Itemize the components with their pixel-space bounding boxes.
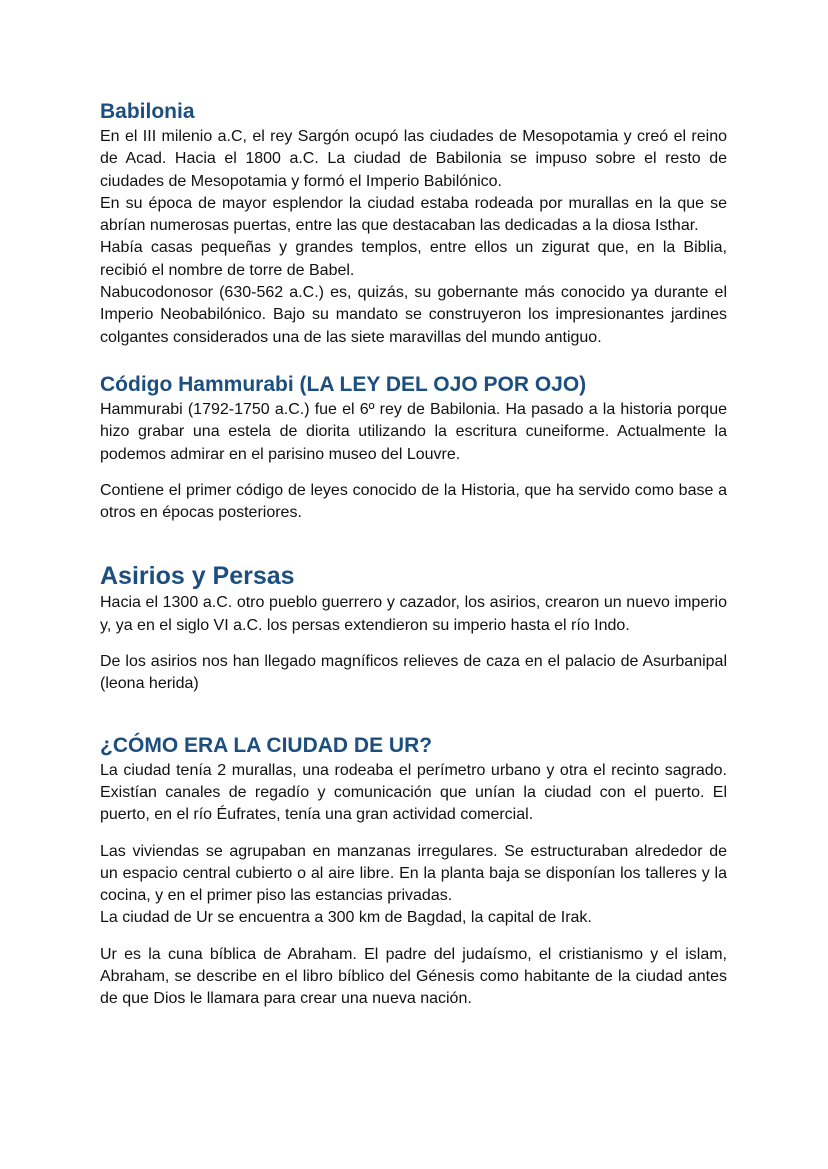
paragraph: En su época de mayor esplendor la ciudad estaba rodeada por murallas en la que se abrían numerosas puertas, entre las que destacaban las dedicadas a la diosa Isthar. <box>100 194 727 235</box>
section-heading-ur: ¿CÓMO ERA LA CIUDAD DE UR? <box>100 733 433 757</box>
spacer <box>100 827 727 841</box>
document-page <box>100 98 727 1011</box>
spacer <box>100 930 727 944</box>
section-heading-asirios: Asirios y Persas <box>100 562 295 591</box>
paragraph: La ciudad de Ur se encuentra a 300 km de Bagdad, la capital de Irak. <box>100 909 592 927</box>
spacer <box>100 466 727 480</box>
paragraph: La ciudad tenía 2 murallas, una rodeaba el perímetro urbano y otra el recinto sagrado. Existían canales de regadío y comunicación que unían la ciudad con el puerto. El puerto, en el río Éufrates, tenía una gran actividad comercial. <box>100 761 727 824</box>
paragraph: En el III milenio a.C, el rey Sargón ocupó las ciudades de Mesopotamia y creó el reino de Acad. Hacia el 1800 a.C. La ciudad de Babilonia se impuso sobre el resto de ciudades de Mesopotamia y formó el Imperio Babilónico. <box>100 128 727 190</box>
paragraph: Ur es la cuna bíblica de Abraham. El padre del judaísmo, el cristianismo y el islam, Abraham, se describe en el libro bíblico del Génesis como habitante de la ciudad antes de que Dios le llamara para crear una nueva nación. <box>100 945 727 1008</box>
section-heading-babilonia: Babilonia <box>100 100 195 123</box>
spacer <box>100 349 727 371</box>
spacer <box>100 524 727 560</box>
spacer <box>100 696 727 732</box>
paragraph: Había casas pequeñas y grandes templos, entre ellos un zigurat que, en la Biblia, recibió el nombre de torre de Babel. <box>100 239 727 279</box>
paragraph: Hammurabi (1792-1750 a.C.) fue el 6º rey de Babilonia. Ha pasado a la historia porque hizo grabar una estela de diorita utilizando la escritura cuneiforme. Actualmente la podemos admirar en el parisino museo del Louvre. <box>100 400 727 463</box>
paragraph: De los asirios nos han llegado magníficos relieves de caza en el palacio de Asurbanipal (leona herida) <box>100 653 727 693</box>
paragraph: Hacia el 1300 a.C. otro pueblo guerrero y cazador, los asirios, crearon un nuevo imperio y, ya en el siglo VI a.C. los persas extendieron su imperio hasta el río Indo. <box>100 594 727 634</box>
section-heading-hammurabi: Código Hammurabi (LA LEY DEL OJO POR OJO) <box>100 372 587 396</box>
paragraph: Nabucodonosor (630-562 a.C.) es, quizás, su gobernante más conocido ya durante el Imperio Neobabilónico. Bajo su mandato se construyeron los impresionantes jardines colgantes considerados una de las siete maravillas del mundo antiguo. <box>100 284 727 346</box>
spacer <box>100 637 727 651</box>
paragraph: Contiene el primer código de leyes conocido de la Historia, que ha servido como base a otros en épocas posteriores. <box>100 481 727 522</box>
paragraph: Las viviendas se agrupaban en manzanas irregulares. Se estructuraban alrededor de un espacio central cubierto o al aire libre. En la planta baja se disponían los talleres y la cocina, y en el primer piso las estancias privadas. <box>100 842 727 905</box>
